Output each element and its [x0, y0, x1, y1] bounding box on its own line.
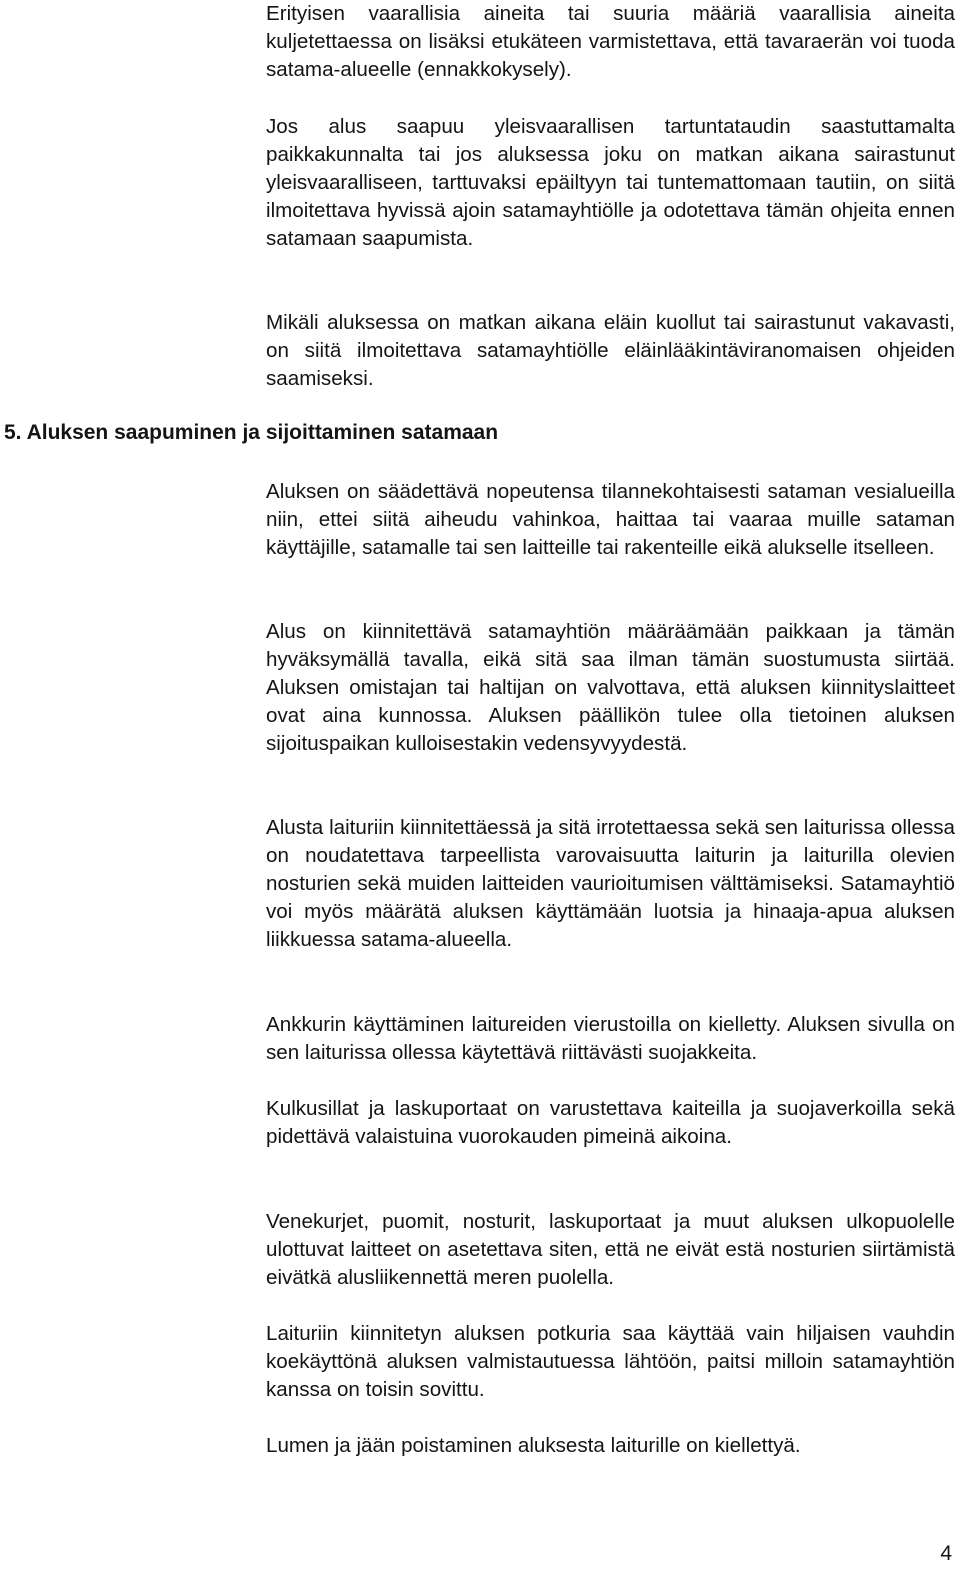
paragraph-mooring-caution: Alusta laituriin kiinnitettäessä ja sitä irrotettaessa sekä sen laiturissa ollessa on noudatettava tarpeellista varovaisuutta laiturin ja laiturilla olevien nosturien sekä muiden laitteiden vaurioitumisen välttämiseksi. Satamayhtiö voi myös määrätä aluksen käyttämään luotsia ja hinaaja-apua aluksen liikkuessa satama-alueella. — [266, 816, 955, 952]
page-number: 4 — [940, 1542, 952, 1565]
paragraph-protruding-equipment: Venekurjet, puomit, nosturit, laskuportaat ja muut aluksen ulkopuolelle ulottuvat laitteet on asetettava siten, että ne eivät estä nosturien siirtämistä eivätkä alusliikennettä meren puolella. — [266, 1210, 955, 1290]
paragraph-snow-ice-removal: Lumen ja jään poistaminen aluksesta laiturille on kiellettyä. — [266, 1434, 801, 1457]
paragraph-dangerous-goods-inquiry: Erityisen vaarallisia aineita tai suuria määriä vaarallisia aineita kuljetettaessa on lisäksi etukäteen varmistettava, että tavaraerän voi tuoda satama-alueelle (ennakkokysely). — [266, 2, 955, 82]
paragraph-propeller-use: Laituriin kiinnitetyn aluksen potkuria saa käyttää vain hiljaisen vauhdin koekäyttönä aluksen valmistautuessa lähtöön, paitsi milloin satamayhtiön kanssa on toisin sovittu. — [266, 1322, 955, 1402]
section-heading: 5. Aluksen saapuminen ja sijoittaminen satamaan — [4, 421, 499, 444]
paragraph-anchor-prohibition: Ankkurin käyttäminen laitureiden vierustoilla on kielletty. Aluksen sivulla on sen laiturissa ollessa käytettävä riittävästi suojakkeita. — [266, 1013, 955, 1065]
paragraph-animal-illness-notice: Mikäli aluksessa on matkan aikana eläin kuollut tai sairastunut vakavasti, on siitä ilmoitettava satamayhtiölle eläinlääkintäviranomaisen ohjeiden saamiseksi. — [266, 311, 955, 391]
paragraph-infectious-disease-notice: Jos alus saapuu yleisvaarallisen tartuntataudin saastuttamalta paikkakunnalta tai jos aluksessa joku on matkan aikana sairastunut yleisvaaralliseen, tarttuvaksi epäiltyyn tai tuntemattomaan tautiin, on siitä ilmoitettava hyvissä ajoin satamayhtiölle ja odotettava tämän ohjeita ennen satamaan saapumista. — [266, 115, 955, 251]
paragraph-speed-regulation: Aluksen on säädettävä nopeutensa tilannekohtaisesti sataman vesialueilla niin, ettei siitä aiheudu vahinkoa, haittaa tai vaaraa muille sataman käyttäjille, satamalle tai sen laitteille tai rakenteille eikä alukselle itselleen. — [266, 480, 955, 560]
paragraph-gangways: Kulkusillat ja laskuportaat on varustettava kaiteilla ja suojaverkoilla sekä pidettävä valaistuina vuorokauden pimeinä aikoina. — [266, 1097, 955, 1149]
paragraph-mooring-location: Alus on kiinnitettävä satamayhtiön määräämään paikkaan ja tämän hyväksymällä tavalla, eikä sitä saa ilman tämän suostumusta siirtää. Aluksen omistajan tai haltijan on valvottava, että aluksen kiinnityslaitteet ovat aina kunnossa. Aluksen päällikön tulee olla tietoinen aluksen sijoituspaikan kulloisestakin vedensyvyydestä. — [266, 620, 955, 756]
